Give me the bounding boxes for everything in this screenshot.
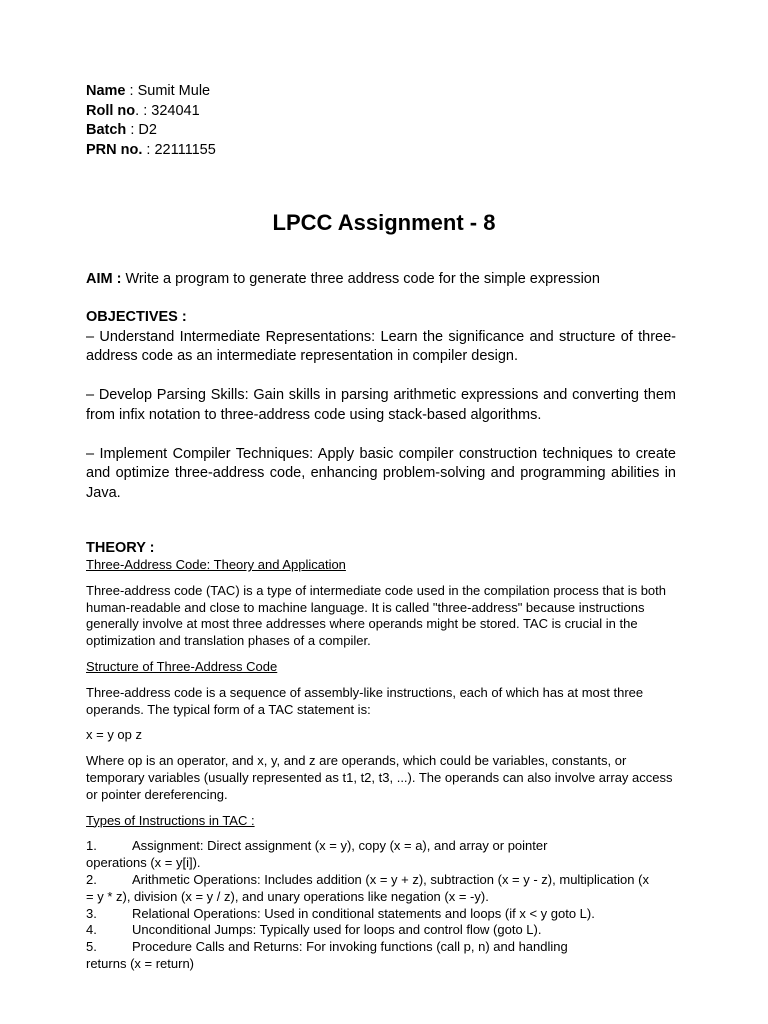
prn-label: PRN no. (86, 141, 143, 158)
page-title: LPCC Assignment - 8 (272, 210, 496, 235)
instruction-list (86, 838, 676, 972)
list-item (86, 872, 676, 889)
list-item-continuation: returns (x = return) (86, 955, 195, 971)
batch-label: Batch (86, 122, 127, 138)
list-number: 4. (86, 922, 97, 938)
list-number: 2. (86, 871, 97, 887)
tac-formula: x = y op z (86, 727, 142, 743)
batch-value: : D2 (126, 122, 157, 138)
name-value: : Sumit Mule (125, 83, 211, 99)
name-label: Name (86, 83, 126, 99)
list-item (86, 922, 676, 939)
objectives-heading: OBJECTIVES : (86, 309, 187, 325)
name-line (86, 82, 216, 102)
structure-paragraph: Three-address code is a sequence of assembly-like instructions, each of which has at most three operands. The typical form of a TAC statement is: (86, 684, 644, 717)
aim-label: AIM : (86, 271, 122, 287)
prn-line (86, 141, 216, 161)
roll-value: . : 324041 (135, 102, 200, 119)
list-number: 1. (86, 838, 97, 854)
objective-item: – Understand Intermediate Representations: Learn the significance and structure of three-address code as an intermediate representation in compiler design. (86, 328, 676, 364)
list-text: Unconditional Jumps: Typically used for loops and control flow (goto L). (132, 922, 542, 938)
list-number: 5. (86, 939, 97, 955)
list-text: Relational Operations: Used in conditional statements and loops (if x < y goto L). (132, 905, 595, 921)
objective-item: – Implement Compiler Techniques: Apply basic compiler construction techniques to create and optimize three-address code, enhancing problem-solving and programming abilities in Java. (86, 445, 676, 501)
objective-item: – Develop Parsing Skills: Gain skills in parsing arithmetic expressions and converting them from infix notation to three-address code using stack-based algorithms. (86, 387, 676, 423)
theory-section (86, 539, 676, 973)
prn-value: : 22111155 (142, 141, 216, 158)
list-item-continuation: operations (x = y[i]). (86, 855, 201, 871)
list-item (86, 838, 676, 855)
aim-text: Write a program to generate three address code for the simple expression (121, 271, 600, 287)
theory-heading: THEORY : (86, 540, 155, 556)
list-item (86, 939, 676, 956)
list-text: Arithmetic Operations: Includes addition (x = y + z), subtraction (x = y - z), multiplication (x (132, 871, 649, 887)
aim-line (86, 270, 686, 290)
roll-label: Roll no (86, 102, 136, 119)
roll-line (86, 102, 216, 122)
list-item-continuation: = y * z), division (x = y / z), and unary operations like negation (x = -y). (86, 888, 489, 904)
list-text: Procedure Calls and Returns: For invoking functions (call p, n) and handling (132, 939, 568, 955)
structure-subheading: Structure of Three-Address Code (86, 658, 278, 674)
theory-paragraph: Three-address code (TAC) is a type of intermediate code used in the compilation process that is both human-readable and close to machine language. It is called "three-address" because instructions generally involve at most three addresses where operands might be stored. TAC is crucial in the optimization and translation phases of a compiler. (86, 582, 666, 649)
objectives-section (86, 308, 676, 503)
list-number: 3. (86, 905, 97, 921)
operands-paragraph: Where op is an operator, and x, y, and z are operands, which could be variables, constants, or temporary variables (usually represented as t1, t2, t3, ...). The operands can also involve array access or pointer dereferencing. (86, 753, 673, 802)
types-subheading: Types of Instructions in TAC : (86, 812, 255, 828)
theory-subheading: Three-Address Code: Theory and Application (86, 557, 346, 572)
batch-line (86, 121, 216, 141)
student-info (86, 82, 216, 160)
list-text: Assignment: Direct assignment (x = y), copy (x = a), and array or pointer (132, 838, 548, 854)
list-item (86, 906, 676, 923)
